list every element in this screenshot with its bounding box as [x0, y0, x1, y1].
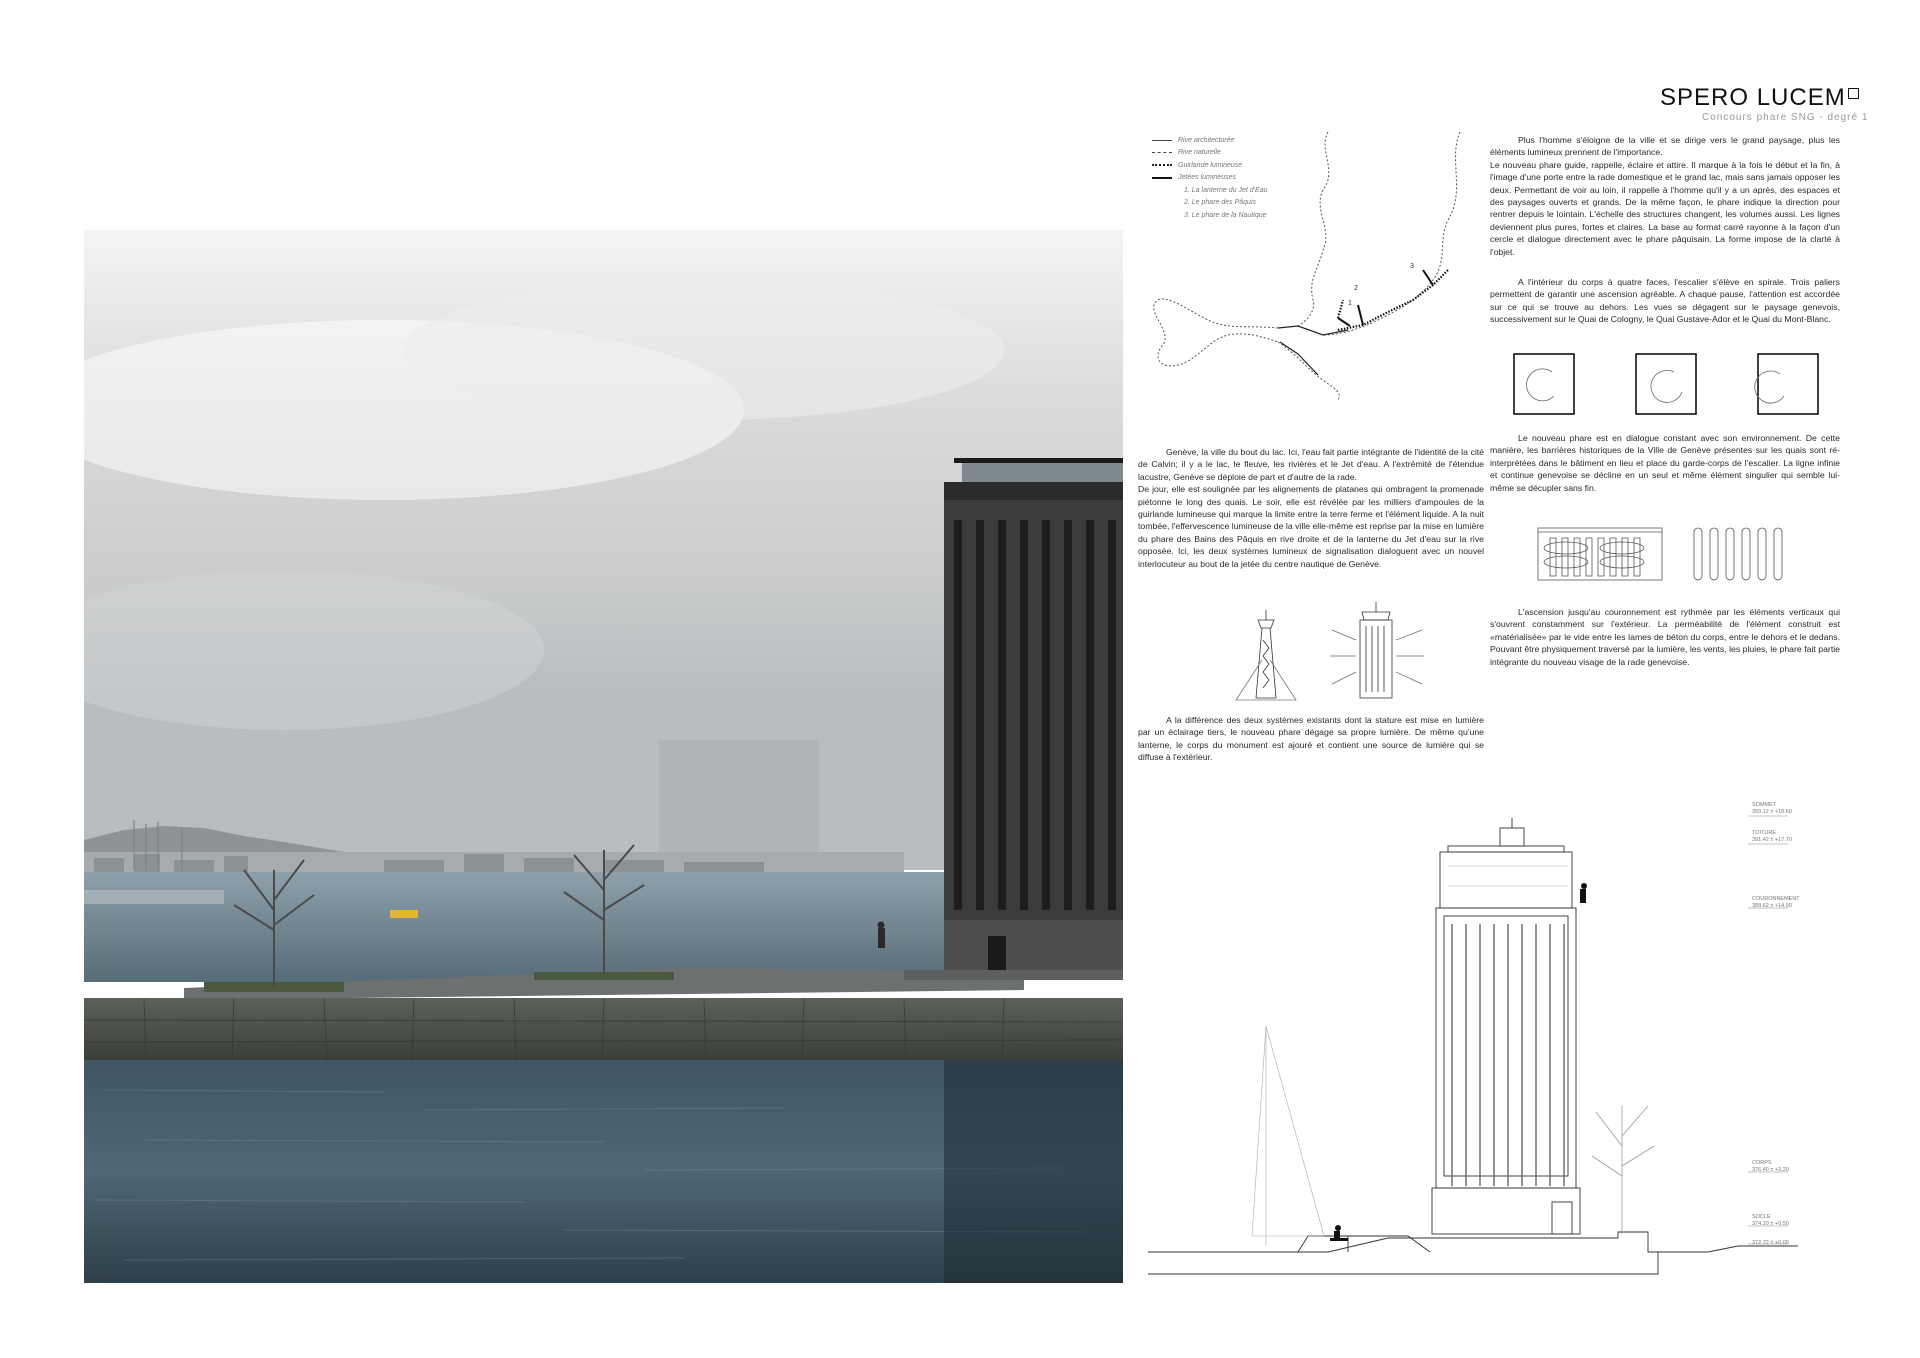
- paragraph-lumiere-propre: A la différence des deux systèmes existants dont la stature est mise en lumière par un éclairage tiers, le nouveau phare dégage sa propre lumière. De même qu'une lanterne, le corps du monument est ajouré et contient une source de lumière qui se diffuse à l'extérieur.: [1138, 715, 1484, 763]
- page-title: [1660, 84, 1859, 112]
- paragraph-barrieres: Le nouveau phare est en dialogue constant avec son environnement. De cette manière, les barrières historiques de la Ville de Genève présentes sur les quais sont ré-interprétées dans le bâtiment en lieu et place du garde-corps de l'escalier. La ligne infinie et continue genevoise se décline en un seul et même élément singulier qui semble lui-même se décupler sans fin.: [1490, 433, 1840, 493]
- legend-item-guirlande: Guirlande lumineuse: [1152, 159, 1267, 172]
- paragraph-couronnement: L'ascension jusqu'au couronnement est rythmée par les éléments verticaux qui s'ouvrent constamment sur l'extérieur. La perméabilité de l'élément construit est «matérialisée» par le vide entre les lames de béton du corps, entre le dehors et le dedans. Pouvant être physiquement traversé par la lumière, les vents, les pluies, le phare fait partie intégrante du nouveau visage de la rade genevoise.: [1490, 607, 1840, 667]
- legend-item-jetees: Jetées lumineuses: [1152, 172, 1267, 185]
- stair-plans-diagram: [1512, 352, 1824, 418]
- title-text: SPERO LUCEM: [1660, 84, 1846, 111]
- level-label-socle: SOCLE 374.20 ± +0.50: [1752, 1214, 1789, 1227]
- paragraph-jour-soir: De jour, elle est soulignée par les alignements de platanes qui ombragent la promenade piétonne le long des quais. Le soir, elle est révélée par les milliers d'ampoules de la guirlande lumineuse qui marque la limite entre la terre ferme et l'élément liquide. A la nuit tombée, l'effervescence lumineuse de la ville elle-même est reprise par la mise en lumière du phare des Bains des Pâquis en rive droite et de la lanterne du Jet d'eau sur la rive opposée. Ici, les deux systèmes lumineux de signalisation dialoguent avec un nouvel interlocuteur au bout de la jetée du centre nautique de Genève.: [1138, 484, 1484, 569]
- text-block-geneve: [1138, 446, 1484, 582]
- text-block-difference: [1138, 714, 1484, 776]
- existing-lighthouse-sketches: [1226, 600, 1436, 708]
- text-block-grand-paysage: [1490, 134, 1840, 270]
- title-square-icon: [1848, 88, 1859, 99]
- text-block-ascension: [1490, 606, 1840, 680]
- level-label-sommet: SOMMET 393.12 ± +18.60: [1752, 802, 1792, 815]
- site-map-diagram: [1148, 130, 1478, 400]
- map-label-3: 3: [1410, 263, 1414, 270]
- paragraph-escalier: A l'intérieur du corps à quatre faces, l'escalier s'élève en spirale. Trois paliers permettent de garantir une ascension agréable. A chaque pause, l'attention est accordée sur ce qui se trouve au dehors. Les vues se dégagent sur le paysage genevois, successivement sur le Quai de Cologny, le Quai Gustave-Ador et le Quai du Mont-Blanc.: [1490, 277, 1840, 325]
- paragraph-ville-lac: Genève, la ville du bout du lac. Ici, l'eau fait partie intégrante de l'identité de la cité de Calvin; il y a le lac, le fleuve, les rivières et le Jet d'eau. A l'extrémité de l'étendue lacustre, Genève se déploie de part et d'autre de la rade.: [1138, 447, 1484, 482]
- legend-subitem-3: 3. Le phare de la Nautique: [1184, 211, 1267, 219]
- map-label-2: 2: [1354, 285, 1358, 292]
- level-label-toiture: TOITURE 391.42 ± +17.70: [1752, 830, 1792, 843]
- tower-elevation-drawing: [1148, 806, 1808, 1286]
- legend-subitem-1: 1. La lanterne du Jet d'Eau: [1184, 186, 1268, 194]
- lighthouse-render-image: [84, 230, 1123, 1283]
- legend-item-rive-naturelle: Rive naturelle: [1152, 147, 1267, 160]
- level-label-corps: CORPS 376.40 ± +3.20: [1752, 1160, 1789, 1173]
- text-block-dialogue: [1490, 432, 1840, 506]
- paragraph-phare-guide: Le nouveau phare guide, rappelle, éclaire et attire. Il marque à la fois le début et la fin, à l'image d'une porte entre la rade domestique et le grand lac, mais sans jamais opposer les deux. Permettant de voir au loin, il rappelle à l'homme qu'il y a un après, des espaces et des paysages ouverts et grands. De la même façon, le phare indique la direction pour rentrer depuis le lointain. L'échelle des structures changent, les volumes aussi. Les lignes deviennent plus pures, fortes et claires. La base au format carré rayonne à la façon d'un cercle et dialogue directement avec le phare pâquisain. La forme impose de la clarté à l'objet.: [1490, 159, 1840, 257]
- railing-diagram: [1536, 522, 1810, 584]
- level-label-ground: 372.72 ± +0.00: [1752, 1240, 1789, 1246]
- level-label-couronnement: COURONNEMENT 388.62 ± +14.90: [1752, 896, 1800, 909]
- legend-subitem-2: 2. Le phare des Pâquis: [1184, 199, 1256, 207]
- paragraph-intro: Plus l'homme s'éloigne de la ville et se dirige vers le grand paysage, plus les éléments lumineux prennent de l'importance.: [1490, 135, 1840, 158]
- map-label-1: 1: [1348, 300, 1352, 307]
- text-block-interieur: [1490, 276, 1840, 338]
- page-subtitle: Concours phare SNG - degré 1: [1702, 112, 1869, 123]
- legend-item-rive-architecturee: Rive architecturée: [1152, 134, 1267, 147]
